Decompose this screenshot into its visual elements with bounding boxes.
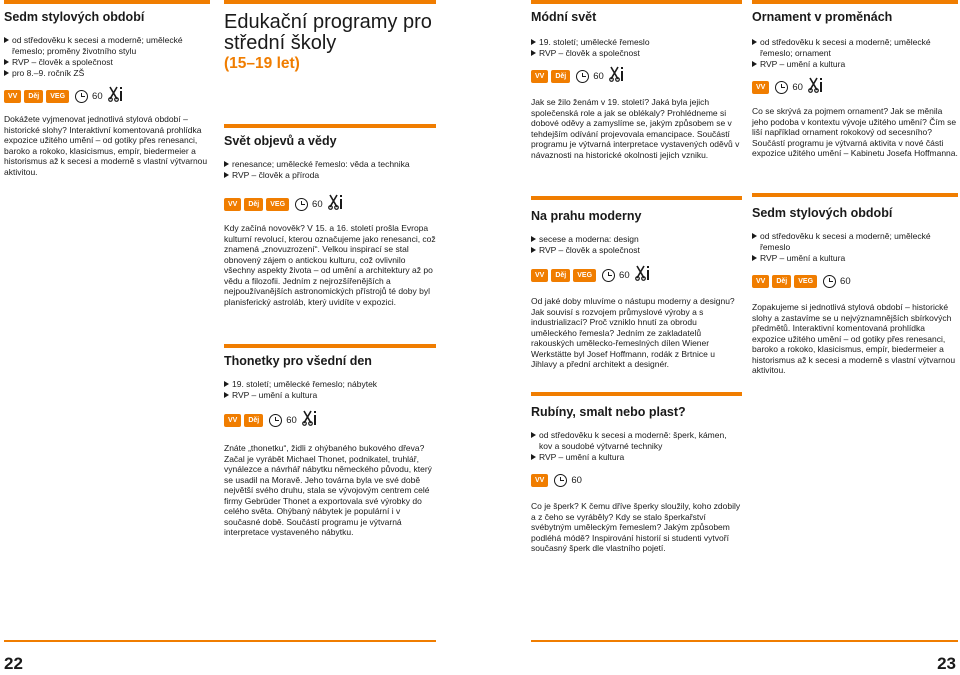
duration-minutes: 60 (286, 414, 297, 426)
footer-rule (4, 640, 436, 642)
section-rule (4, 0, 210, 4)
badge: Děj (551, 269, 570, 282)
tag-item: pro 8.–9. ročník ZŠ (4, 68, 210, 79)
badge: VEG (573, 269, 596, 282)
badge: VV (224, 414, 241, 427)
tag-list (531, 234, 742, 256)
tag-item: 19. století; umělecké řemeslo; nábytek (224, 379, 436, 390)
tag-item: 19. století; umělecké řemeslo (531, 37, 742, 48)
scissors-and-pin-icon (108, 86, 124, 107)
section-rule (752, 193, 958, 197)
tag-item: RVP – umění a kultura (752, 59, 958, 70)
section-title: Módní svět (531, 10, 597, 24)
duration-minutes: 60 (840, 275, 851, 287)
section-rule (752, 0, 958, 4)
tag-item: RVP – umění a kultura (531, 452, 742, 463)
program-section (752, 193, 958, 376)
program-info-row (4, 87, 210, 105)
badge: VV (531, 269, 548, 282)
clock-icon (576, 70, 589, 83)
program-description: Jak se žilo ženám v 19. století? Jaká byla jejich společenská role a jak se oblékaly? Prohlédneme si dobové oděvy a zamyslíme se, jakým způsobem se v tehdejším odívání projevovala emancipace. Součástí programu je výtvarná interpretace vystavených oděvů v návaznosti na historické okolnosti jejich vzniku. (531, 97, 740, 160)
badge: Děj (24, 90, 43, 103)
tag-item: RVP – umění a kultura (224, 390, 436, 401)
badge: VV (224, 198, 241, 211)
duration-minutes: 60 (619, 269, 630, 281)
program-section (224, 344, 436, 538)
page-title: Edukační programy pro střední školy (224, 11, 432, 54)
tag-list (224, 159, 436, 181)
scissors-and-pin-icon (609, 66, 625, 87)
tag-item: RVP – člověk a společnost (531, 48, 742, 59)
section-rule (224, 0, 436, 4)
program-section (531, 392, 742, 554)
scissors-and-pin-icon (808, 77, 824, 98)
program-info-row (752, 78, 958, 96)
section-rule (224, 124, 436, 128)
tag-item: od středověku k secesi a moderně; umělecké řemeslo; ornament (752, 37, 958, 59)
section-heading: Thonetky pro všední den (224, 354, 372, 368)
clock-icon (602, 269, 615, 282)
tag-item: secese a moderna: design (531, 234, 742, 245)
clock-icon (295, 198, 308, 211)
duration-minutes: 60 (593, 70, 604, 82)
tag-list (752, 37, 958, 70)
tag-item: RVP – člověk a příroda (224, 170, 436, 181)
badge: VEG (794, 275, 817, 288)
tag-item: od středověku k secesi a moderně: šperk, kámen, kov a soudobé výtvarné techniky (531, 430, 742, 452)
program-info-row (224, 195, 436, 213)
column-3 (531, 0, 742, 553)
tag-list (531, 430, 742, 463)
tag-item: renesance; umělecké řemeslo: věda a technika (224, 159, 436, 170)
duration-minutes: 60 (792, 81, 803, 93)
page-number-right: 23 (937, 654, 956, 673)
column-2 (224, 0, 436, 537)
section-heading: Svět objevů a vědy (224, 134, 337, 148)
section-title: Rubíny, smalt nebo plast? (531, 405, 686, 419)
section-title: Sedm stylových období (752, 206, 893, 220)
program-section (224, 124, 436, 307)
badge: VV (531, 70, 548, 83)
program-info-row (531, 471, 742, 489)
badge: Děj (772, 275, 791, 288)
section-rule (531, 0, 742, 4)
tag-item: RVP – člověk a společnost (4, 57, 210, 68)
tag-item: RVP – umění a kultura (752, 253, 958, 264)
badge: VV (4, 90, 21, 103)
age-range: (15–19 let) (224, 55, 300, 72)
section-title: Ornament v proměnách (752, 10, 893, 24)
program-info-row (224, 411, 436, 429)
clock-icon (823, 275, 836, 288)
tag-list (531, 37, 742, 59)
section-rule (531, 392, 742, 396)
clock-icon (75, 90, 88, 103)
badge: Děj (244, 414, 263, 427)
program-section (531, 196, 742, 370)
footer-rule (531, 640, 958, 642)
tag-item: od středověku k secesi a moderně; umělecké řemeslo (752, 231, 958, 253)
page-number-left: 22 (4, 654, 23, 673)
tag-item: od středověku k secesi a moderně; umělecké řemeslo; proměny životního stylu (4, 35, 210, 57)
program-description: Dokážete vyjmenovat jednotlivá stylová období – historické slohy? Interaktivní komentovaná prohlídka expozice užitého umění – od gotiky přes renesanci, baroko a rokoko, klasicismus, empír, biedermeier a historismus až k secesi a moderně s vlastní výtvarnou aktivitou. (4, 114, 208, 177)
program-description: Co se skrývá za pojmem ornament? Jak se měnila jeho podoba v kontextu vývoje užitého umění? Čím se liší například ornament rokokový od secesního? Součástí programu je výtvarná aktivita v nové části expozice užitého umění – Kabinetu Josefa Hoffmanna. (752, 106, 958, 158)
program-info-row (531, 266, 742, 284)
duration-minutes: 60 (312, 198, 323, 210)
duration-minutes: 60 (92, 90, 103, 102)
badge: VEG (46, 90, 69, 103)
clock-icon (554, 474, 567, 487)
program-info-row (752, 272, 958, 290)
column-4 (752, 0, 958, 375)
program-description: Co je šperk? K čemu dříve šperky sloužily, koho zdobily a z čeho se vyráběly? Kdy se stalo šperkařství svébytným uměleckým řemeslem? Jakým způsobem podléhá módě? Inspirování historií si studenti vytvoří současný šperk dle vlastního pojetí. (531, 501, 741, 553)
tag-list (752, 231, 958, 264)
program-description: Kdy začíná novověk? V 15. a 16. století prošla Evropa kulturní revolucí, kterou označujeme jako renesanci, což znamená „znovuzrození“. Velkou inspirací se stal obnovený zájem o antickou kulturu, což ovlivnilo všechny aspekty života – od umění a architektury až po vědu a filozofii. Jedním z nejrozšířenějších a nejpoužívanějších astronomických přístrojů té doby byl planisferický astroláb, který uvidíte v expozici. (224, 223, 436, 307)
scissors-and-pin-icon (302, 410, 318, 431)
clock-icon (775, 81, 788, 94)
program-info-row (531, 67, 742, 85)
section-title: Na prahu moderny (531, 209, 642, 223)
clock-icon (269, 414, 282, 427)
badge: VV (752, 81, 769, 94)
duration-minutes: 60 (571, 474, 582, 486)
tag-list (224, 379, 436, 401)
badge: Děj (551, 70, 570, 83)
badge: VV (531, 474, 548, 487)
section-rule (531, 196, 742, 200)
badge: Děj (244, 198, 263, 211)
column-1 (4, 0, 210, 177)
scissors-and-pin-icon (328, 194, 344, 215)
badge: VEG (266, 198, 289, 211)
tag-list (4, 35, 210, 79)
badge: VV (752, 275, 769, 288)
tag-item: RVP – člověk a společnost (531, 245, 742, 256)
scissors-and-pin-icon (635, 265, 651, 286)
section-title: Sedm stylových období (4, 10, 145, 24)
program-description: Od jaké doby mluvíme o nástupu moderny a designu? Jak souvisí s rozvojem průmyslové výroby a s industrializací? Proč vzniklo hnutí za obrodu uměleckého řemesla? Jedním ze zakladatelů rakouských umělecko-řemeslných dílen Wiener Werkstätte byl Josef Hoffmann, rodák z Brtnice u Jihlavy a přední architekt a designér. (531, 296, 735, 369)
program-description: Znáte „thonetku“, židli z ohýbaného bukového dřeva? Začal je vyrábět Michael Thonet, podnikatel, truhlář, vynálezce a návrhář nábytku německého původu, který se usadil na Moravě. Jeho továrna byla ve své době největší svého druhu, stala se vývojovým centrem celé firmy Gebrüder Thonet a exportovala své výrobky do celého světa. Ohýbaný nábytek je populární i v současné době. Součástí programu je výtvarná interpretace vystaveného nábytku. (224, 443, 432, 537)
program-description: Zopakujeme si jednotlivá stylová období – historické slohy a zastavíme se u nejvýznamnějších sbírkových předmětů. Interaktivní komentovaná prohlídka expozice užitého umění – od gotiky přes renesanci, baroko a rokoko, klasicismus, empír, biedermeier a historismus až k secesi a moderně s vlastní výtvarnou aktivitou. (752, 302, 956, 375)
section-rule (224, 344, 436, 348)
